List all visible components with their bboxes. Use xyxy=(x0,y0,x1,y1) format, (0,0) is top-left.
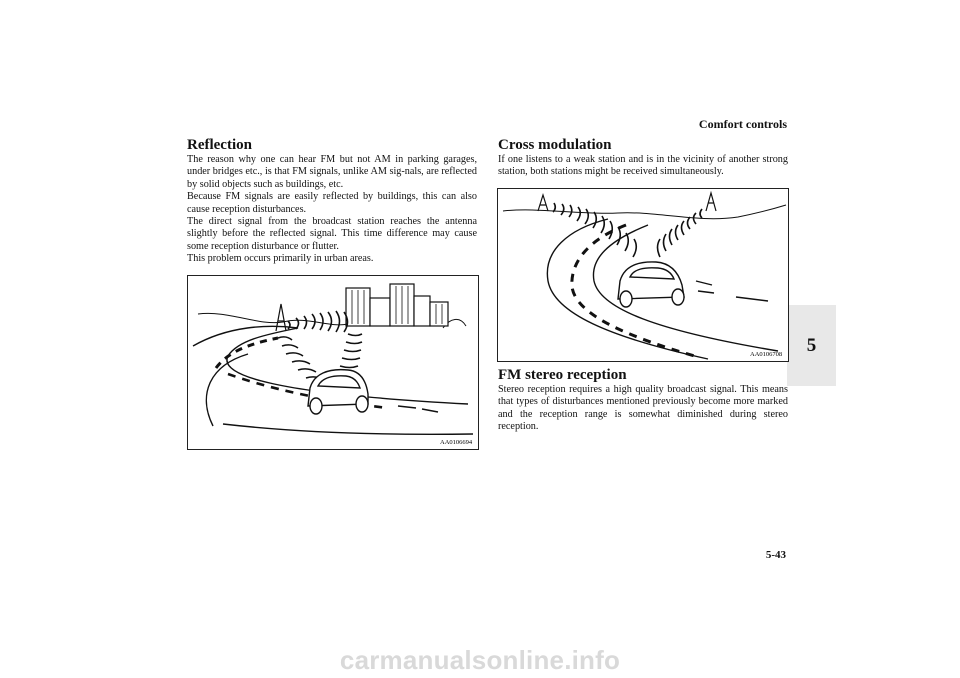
left-column xyxy=(187,136,477,266)
paragraph: The reason why one can hear FM but not AM in parking garages, under bridges etc., is that FM signals, unlike AM sig-nals, are reflected by solid objects such as buildings, etc. xyxy=(187,154,477,190)
paragraph: This problem occurs primarily in urban areas. xyxy=(187,253,374,265)
reflection-diagram xyxy=(188,276,478,449)
chapter-tab-label: 5 xyxy=(806,334,817,356)
right-column-lower xyxy=(498,366,788,434)
right-column xyxy=(498,136,788,179)
figure-code: AA0106708 xyxy=(750,351,783,358)
running-head: Comfort controls xyxy=(698,117,787,131)
paragraph: The direct signal from the broadcast station reaches the antenna slightly before the reflected signal. This time difference may cause some reception disturbance or flutter. xyxy=(187,216,477,252)
watermark: carmanualsonline.info xyxy=(339,645,621,675)
page-number: 5-43 xyxy=(765,549,786,561)
section-heading-fm-stereo: FM stereo reception xyxy=(498,367,627,383)
section-heading-reflection: Reflection xyxy=(187,137,252,153)
paragraph: Stereo reception requires a high quality broadcast signal. This means that types of disturbances mentioned previously become more marked and the reception range is somewhat diminished during stereo reception. xyxy=(498,384,788,433)
paragraph: If one listens to a weak station and is in the vicinity of another strong station, both stations might be received simultaneously. xyxy=(498,154,788,178)
chapter-tab xyxy=(787,305,836,386)
section-heading-cross-modulation: Cross modulation xyxy=(498,137,612,153)
cross-modulation-diagram xyxy=(498,189,788,361)
cross-modulation-illustration xyxy=(497,188,789,362)
figure-code: AA0106694 xyxy=(440,439,473,446)
paragraph: Because FM signals are easily reflected by buildings, this can also cause reception disturbances. xyxy=(187,191,477,215)
reflection-illustration xyxy=(187,275,479,450)
